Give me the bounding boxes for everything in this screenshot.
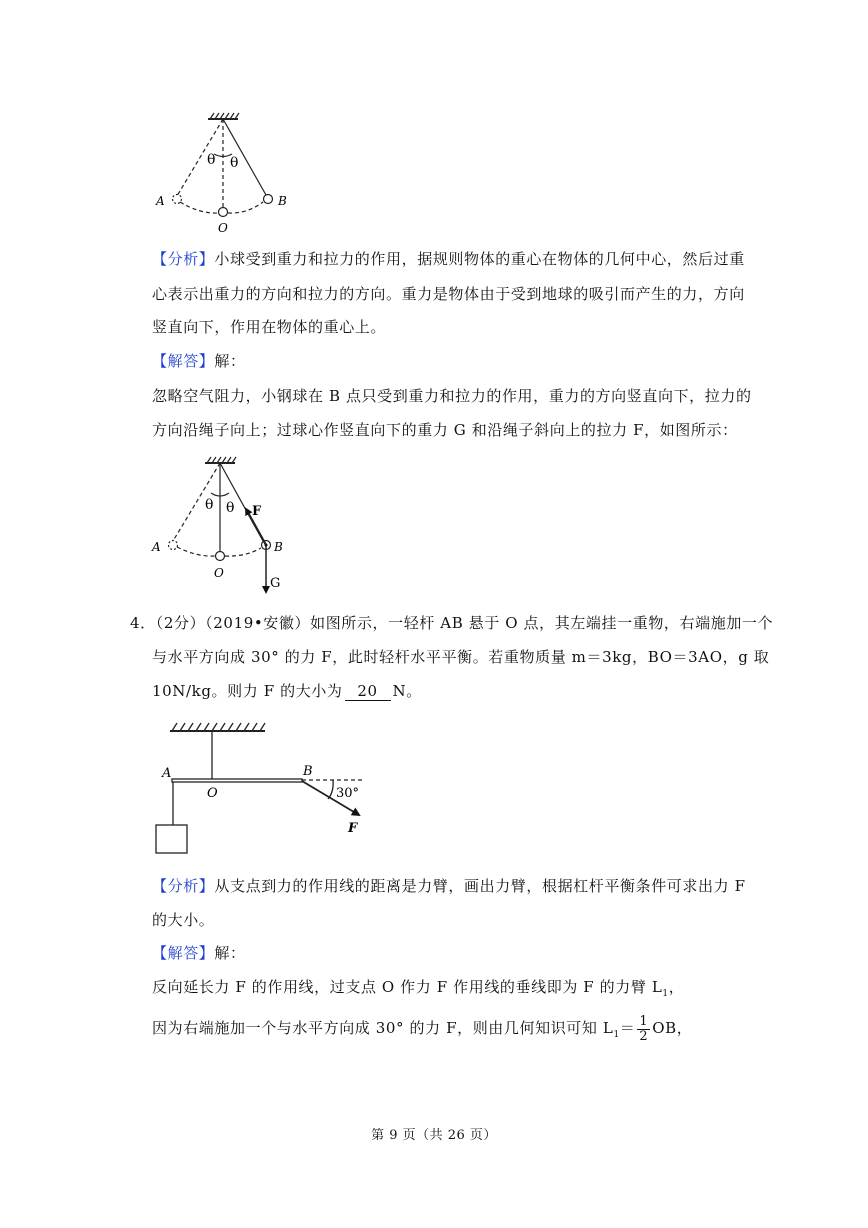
pendulum-diagram <box>150 110 300 235</box>
point-a-label: A <box>152 540 161 554</box>
point-o-label: O <box>207 786 218 801</box>
pendulum-force-diagram <box>145 455 295 595</box>
point-o-label: O <box>214 566 224 580</box>
solution-tag: 【解答】 <box>152 944 215 962</box>
solution-1-heading: 【解答】解： <box>152 352 246 370</box>
analysis-1-line-1: 【分析】小球受到重力和拉力的作用，据规则物体的重心在物体的几何中心，然后过重 <box>152 250 745 268</box>
answer-blank: 20 <box>345 683 391 701</box>
analysis-1-line-2: 心表示出重力的方向和拉力的方向。重力是物体由于受到地球的吸引而产生的力，方向 <box>152 285 745 303</box>
question-4-line-1: 4．（2分）（2019•安徽）如图所示，一轻杆 AB 悬于 O 点，其左端挂一重物，右端施加一个 <box>130 614 774 632</box>
question-4-line-3: 10N/kg。则力 F 的大小为 20 N。 <box>152 682 422 700</box>
theta-left-label: θ <box>207 152 216 168</box>
solution-2-heading: 【解答】解： <box>152 944 246 962</box>
theta-right-label: θ <box>226 500 235 516</box>
page-footer: 第 9 页（共 26 页） <box>371 1128 497 1143</box>
solution-1-line-2: 方向沿绳子向上；过球心作竖直向下的重力 G 和沿绳子斜向上的拉力 F，如图所示： <box>152 421 738 439</box>
point-a-label: A <box>162 766 172 781</box>
analysis-2-line-2: 的大小。 <box>152 911 215 929</box>
fraction-one-half: $\frac{1}{2}$ <box>639 1013 649 1044</box>
theta-left-label: θ <box>205 497 214 513</box>
analysis-2-line-1: 【分析】从支点到力的作用线的距离是力臂，画出力臂，根据杠杆平衡条件可求出力 F <box>152 877 746 895</box>
force-g-label: G <box>270 576 281 591</box>
theta-right-label: θ <box>230 155 239 171</box>
point-b-label: B <box>303 764 313 779</box>
lever-diagram <box>150 720 380 860</box>
question-4-line-2: 与水平方向成 30° 的力 F，此时轻杆水平平衡。若重物质量 m＝3kg，BO＝3AO，g 取 <box>152 648 770 666</box>
force-f-label: F <box>252 504 262 519</box>
point-a-label: A <box>156 194 165 208</box>
angle-label: 30° <box>336 786 360 801</box>
solution-2-line-1: 反向延长力 F 的作用线，过支点 O 作力 F 作用线的垂线即为 F 的力臂 $L_1$， <box>152 978 685 999</box>
analysis-tag: 【分析】 <box>152 877 215 895</box>
point-b-label: B <box>274 540 283 554</box>
point-o-label: O <box>218 221 228 235</box>
solution-tag: 【解答】 <box>152 352 215 370</box>
analysis-1-line-3: 竖直向下，作用在物体的重心上。 <box>152 318 387 336</box>
force-f-label: F <box>348 821 358 836</box>
solution-2-line-2: 因为右端施加一个与水平方向成 30° 的力 F，则由几何知识可知 $L_1=$ $\frac{1}{2}$ OB， <box>152 1013 693 1044</box>
analysis-tag: 【分析】 <box>152 250 215 268</box>
solution-1-line-1: 忽略空气阻力，小钢球在 B 点只受到重力和拉力的作用，重力的方向竖直向下，拉力的 <box>152 387 752 405</box>
point-b-label: B <box>278 194 287 208</box>
